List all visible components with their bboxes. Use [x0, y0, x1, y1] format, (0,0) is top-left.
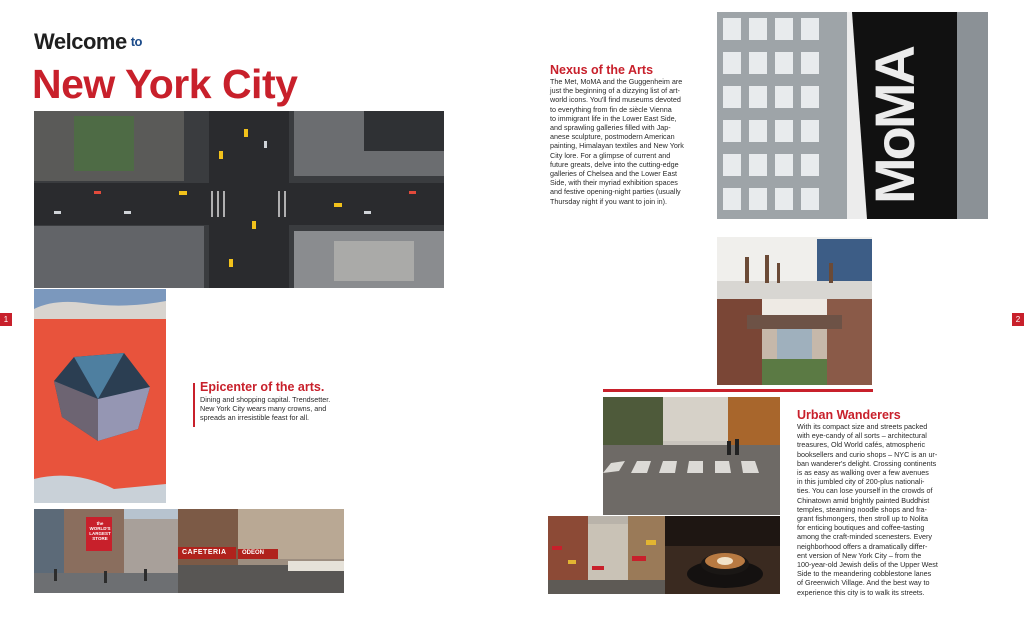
text-line: to immigrant life in the Lower East Side,: [550, 113, 677, 123]
epicenter-heading: Epicenter of the arts.: [200, 380, 325, 394]
page-number-right: 2: [1012, 313, 1024, 326]
text-line: Chinatown amid brightly painted Buddhist: [797, 495, 930, 505]
text-line: Dining and shopping capital. Trendsetter.: [200, 395, 331, 404]
chinatown-street-photo: [548, 516, 665, 594]
text-line: of Greenwich Village. And the best way to: [797, 578, 930, 588]
text-line: Thursday night if you want to join in).: [550, 196, 668, 206]
crosswalk-street-photo: [603, 397, 780, 515]
cafeteria-sign: CAFETERIA: [182, 549, 227, 556]
page-title: New York City: [32, 61, 298, 107]
aerial-street-photo: [34, 111, 444, 288]
epicenter-body: [200, 395, 330, 423]
text-line: in this jumbled city of 200-plus nationali-: [797, 477, 925, 487]
moma-building-photo: [717, 12, 988, 219]
text-line: world icons. You'll find museums devoted: [550, 95, 681, 105]
text-line: painting, Himalayan textiles and New York: [550, 141, 684, 151]
text-line: grant fishmongers, then stroll up to Nolita: [797, 514, 929, 524]
welcome-word: Welcome: [34, 29, 127, 54]
nexus-body: [550, 77, 684, 206]
text-line: treasures, Old World cafés, atmospheric: [797, 440, 926, 450]
odeon-sign: ODEON: [242, 550, 265, 556]
section-divider: [603, 389, 873, 392]
text-line: neighborhood offers a dramatically differ-: [797, 541, 928, 551]
text-line: just the beginning of a dizzying list of art-: [550, 86, 680, 96]
page-number-left: 1: [0, 313, 12, 326]
art-painting-photo: [34, 289, 166, 503]
nexus-heading: Nexus of the Arts: [550, 63, 654, 77]
cafeteria-street-photo: [178, 509, 344, 593]
text-line: temples, steaming noodle shops and fra-: [797, 504, 927, 514]
text-line: ties. You can lose yourself in the crowds of: [797, 486, 933, 496]
urban-body: [797, 422, 938, 597]
welcome-to: to: [130, 34, 142, 49]
text-line: 100-year-old Jewish delis of the Upper West: [797, 560, 938, 570]
text-line: experience this city is to walk its streets.: [797, 587, 925, 597]
text-line: and sprawling galleries filled with Jap-: [550, 123, 671, 133]
text-line: future greats, delve into the cutting-edge: [550, 159, 679, 169]
text-line: for enticing boutiques and coffee-tasting: [797, 523, 925, 533]
text-line: booksellers and curio shops – NYC is an ur-: [797, 449, 938, 459]
coffee-cup-photo: [665, 516, 780, 594]
text-line: spreads an irresistible feast for all.: [200, 413, 310, 423]
macys-sign: the WORLD'S LARGEST STORE: [89, 521, 111, 541]
text-line: The Met, MoMA and the Guggenheim are: [550, 77, 683, 86]
highline-bridge-photo: [717, 299, 872, 385]
gallery-interior-photo: [717, 219, 872, 299]
text-line: anese sculpture, postmodern American: [550, 132, 675, 142]
text-line: City lore. For a glimpse of current and: [550, 150, 671, 160]
text-line: ent version of New York City – from the: [797, 550, 922, 560]
text-line: Side, with their myriad exhibition spaces: [550, 178, 678, 188]
text-line: galleries of Chelsea and the Lower East: [550, 169, 678, 179]
text-line: New York City wears many crowns, and: [200, 404, 327, 414]
urban-heading: Urban Wanderers: [797, 408, 901, 422]
text-line: is as easy as walking over a few avenues: [797, 468, 929, 478]
text-line: among the craft-minded scenesters. Every: [797, 532, 933, 542]
text-line: to everything from fin de siècle Vienna: [550, 104, 672, 114]
text-line: ban wanderer's delight. Crossing continents: [797, 458, 937, 468]
epicenter-rule: [193, 383, 195, 427]
welcome-title: [34, 29, 142, 55]
text-line: and festive opening-night parties (usually: [550, 187, 681, 197]
text-line: with eye-candy of all sorts – architectural: [797, 431, 927, 441]
moma-sign: MoMA: [863, 48, 926, 204]
macys-street-photo: [34, 509, 178, 593]
text-line: With its compact size and streets packed: [797, 422, 928, 431]
text-line: Side to the meandering cobblestone lanes: [797, 569, 932, 579]
